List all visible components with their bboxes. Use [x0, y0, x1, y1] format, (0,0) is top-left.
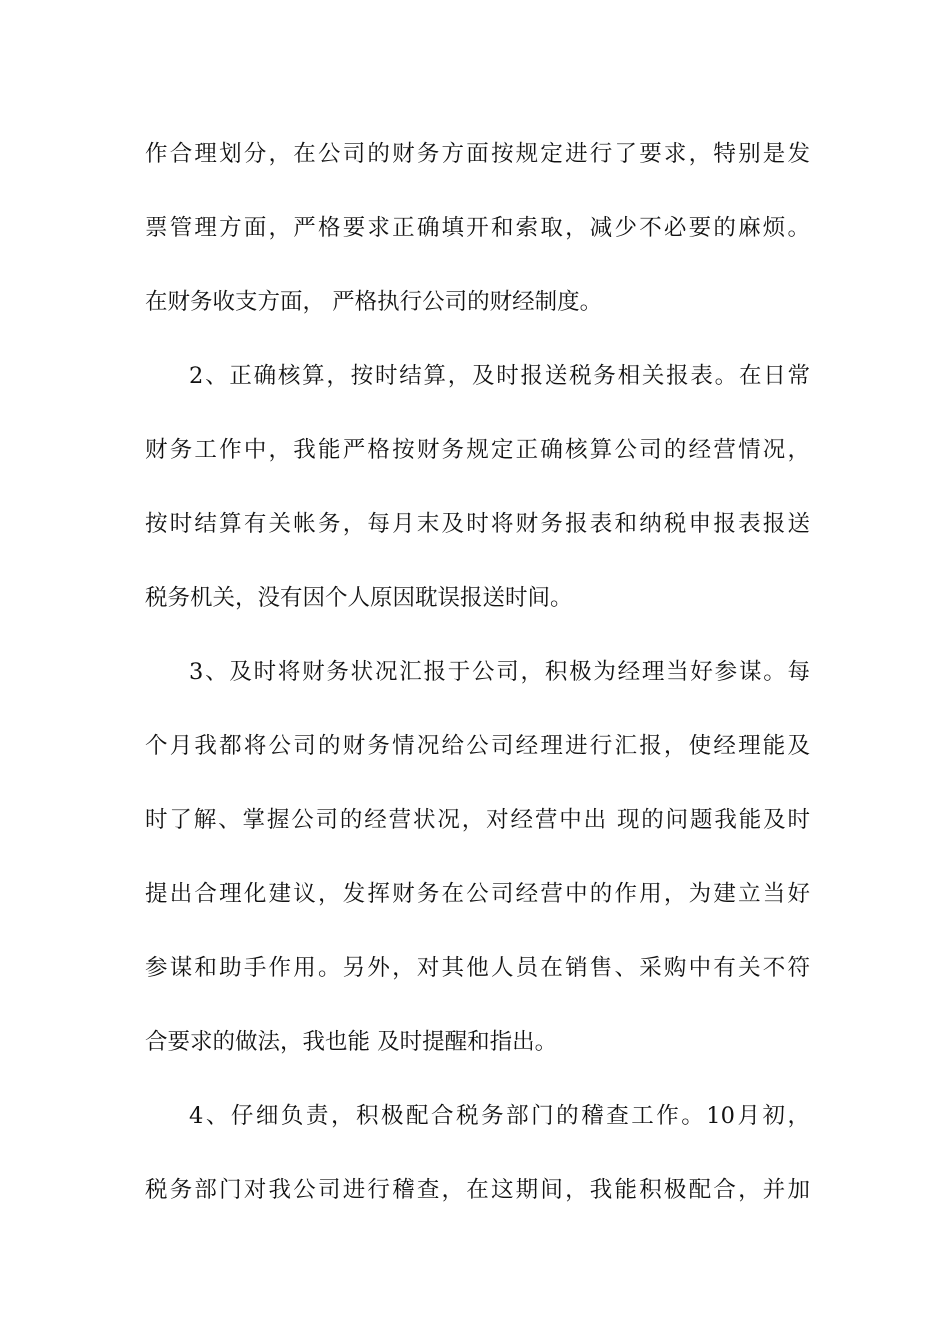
text-line: 参谋和助手作用。另外，对其他人员在销售、采购中有关不符: [145, 955, 810, 981]
text-line: 作合理划分，在公司的财务方面按规定进行了要求，特别是发: [145, 141, 810, 167]
text-line: 票管理方面，严格要求正确填开和索取，减少不必要的麻烦。: [145, 215, 810, 241]
paragraph-first-line: 3、及时将财务状况汇报于公司，积极为经理当好参谋。每: [189, 659, 810, 685]
text-line: 税务部门对我公司进行稽查，在这期间，我能积极配合，并加: [145, 1177, 810, 1203]
text-line: 在财务收支方面， 严格执行公司的财经制度。: [145, 289, 603, 315]
text-line: 时了解、掌握公司的经营状况，对经营中出 现的问题我能及时: [145, 807, 810, 833]
text-line: 税务机关，没有因个人原因耽误报送时间。: [145, 585, 573, 611]
paragraph-first-line: 4、仔细负责，积极配合税务部门的稽查工作。10月初，: [189, 1103, 810, 1129]
text-line: 个月我都将公司的财务情况给公司经理进行汇报，使经理能及: [145, 733, 810, 759]
paragraph-first-line: 2、正确核算，按时结算，及时报送税务相关报表。在日常: [189, 363, 810, 389]
text-line: 财务工作中，我能严格按财务规定正确核算公司的经营情况，: [145, 437, 810, 463]
text-line: 合要求的做法，我也能 及时提醒和指出。: [145, 1029, 558, 1055]
text-line: 提出合理化建议，发挥财务在公司经营中的作用，为建立当好: [145, 881, 810, 907]
text-line: 按时结算有关帐务，每月末及时将财务报表和纳税申报表报送: [145, 511, 810, 537]
